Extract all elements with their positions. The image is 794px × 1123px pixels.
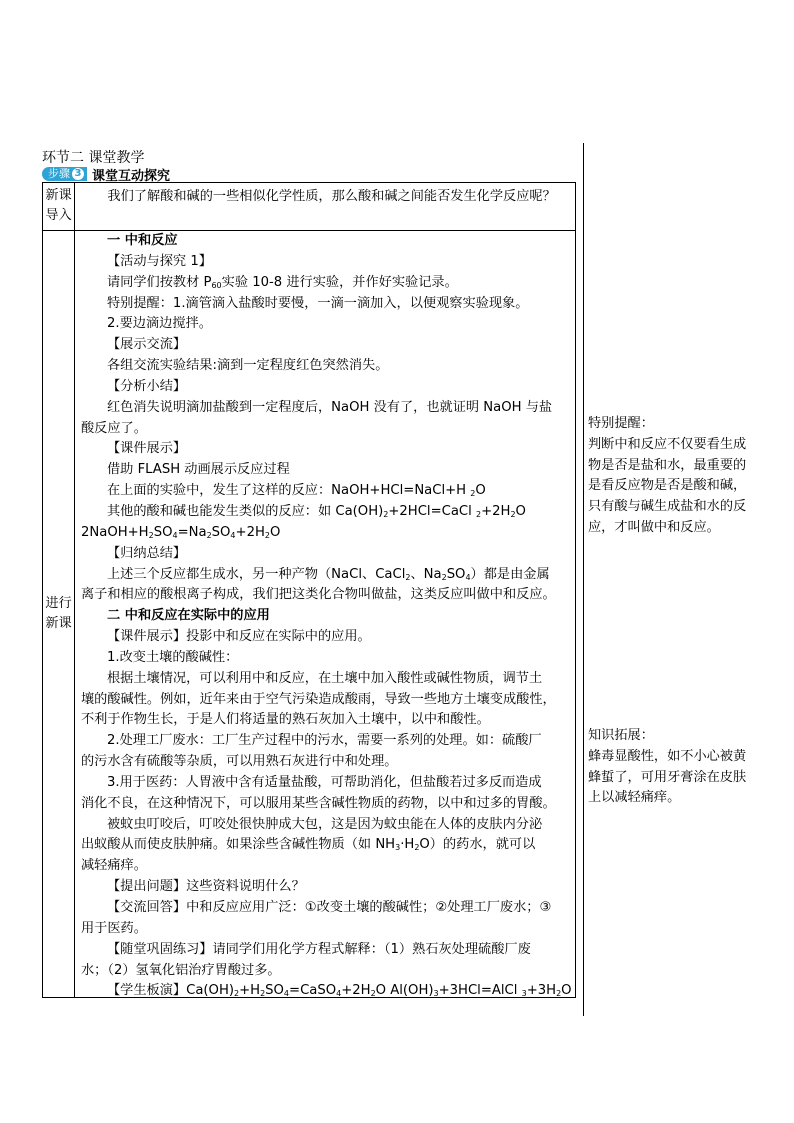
text-line: 1.改变土壤的酸碱性：: [107, 649, 239, 665]
heading-neutralization: 一 中和反应: [107, 233, 178, 248]
text-line: 【课件展示】投影中和反应在实际中的应用。: [107, 629, 371, 645]
intro-label: 新课导入: [43, 183, 75, 230]
text-line: 用于医药。: [81, 920, 147, 936]
new-lesson-label: 进行新课: [45, 596, 72, 631]
text-line: 上述三个反应都生成水，另一种产物（NaCl、CaCl$_2$、$Na_2SO_4$）都是由金属: [107, 566, 550, 582]
lesson-table: [42, 182, 576, 998]
text-line: 出蚁酸从而使皮肤肿痛。如果涂些含碱性物质（如 $NH_3\cdot H_2O$）的药水，就可以: [81, 837, 536, 853]
text-line: 【提出问题】这些资料说明什么？: [107, 879, 305, 895]
text-line: 2.处理工厂废水：工厂生产过程中的污水，需要一系列的处理。如：硫酸厂: [107, 733, 542, 749]
new-lesson-row: [43, 231, 575, 997]
text-line: 借助 FLASH 动画展示反应过程: [107, 462, 290, 478]
step-badge-label: 步骤: [48, 167, 70, 180]
step-title: 课堂互动探究: [92, 168, 171, 184]
text-line: 【交流回答】中和反应应用广泛：①改变土壤的酸碱性；②处理工厂废水；③: [107, 900, 552, 915]
note-line: 判断中和反应不仅要看生成: [588, 436, 747, 452]
text-line: 消化不良，在这种情况下，可以服用某些含碱性物质的药物，以中和过多的胃酸。: [81, 795, 556, 811]
equation-line: 其他的酸和碱也能发生类似的反应：如 $Ca(OH)_2+2HCl=CaCl$ $_2+2H_2O$: [107, 503, 526, 519]
text-line: 减轻痛痒。: [81, 858, 147, 874]
note-line: 只有酸与碱生成盐和水的反: [588, 499, 747, 515]
text-line: 不利于作物生长，于是人们将适量的熟石灰加入土壤中，以中和酸性。: [81, 712, 490, 728]
text-line: 【随堂巩固练习】请同学们用化学方程式解释：（1）熟石灰处理硫酸厂废: [107, 941, 531, 957]
text-line: 特别提醒：1.滴管滴入盐酸时要慢，一滴一滴加入，以便观察实验现象。: [107, 295, 529, 311]
text-line: 壤的酸碱性。例如，近年来由于空气污染造成酸雨，导致一些地方土壤变成酸性，: [81, 691, 556, 707]
text-line: 请同学们按教材 $P_{60}$实验 10-8 进行实验，并作好实验记录。: [107, 274, 458, 290]
text-line: 水；（2）氢氧化铝治疗胃酸过多。: [81, 962, 281, 978]
lesson-content: [81, 231, 571, 1002]
note-line: 上以减轻痛痒。: [588, 790, 681, 806]
note-line: 知识拓展：: [588, 728, 654, 743]
text-line: 酸反应了。: [81, 420, 147, 436]
heading-application: 二 中和反应在实际中的应用: [107, 608, 270, 624]
text-line: 离子和相应的酸根离子构成，我们把这类化合物叫做盐，这类反应叫做中和反应。: [81, 587, 556, 603]
note-line: 是看反应物是否是酸和碱，: [588, 478, 747, 494]
new-lesson-label-cell: [43, 231, 75, 997]
section-tag: 【课件展示】: [107, 441, 187, 457]
text-line: 根据土壤情况，可以利用中和反应，在土壤中加入酸性或碱性物质，调节土: [107, 670, 543, 686]
intro-text: 我们了解酸和碱的一些相似化学性质，那么酸和碱之间能否发生化学反应呢？: [107, 189, 556, 204]
step-badge: [42, 167, 87, 181]
intro-row: [43, 183, 575, 231]
text-line: 被蚊虫叮咬后，叮咬处很快肿成大包，这是因为蚊虫能在人体的皮肤内分泌: [107, 816, 543, 832]
equation-line: 在上面的实验中，发生了这样的反应：NaOH+HCl=NaCl+H $_2$O: [107, 483, 486, 499]
note-line: 蜂蜇了，可用牙膏涂在皮肤: [588, 769, 747, 785]
note-special-reminder: [588, 414, 763, 539]
section-title: 环节二 课堂教学: [42, 150, 145, 166]
note-knowledge-extension: [588, 726, 763, 809]
note-line: 应，才叫做中和反应。: [588, 519, 720, 535]
note-line: 物是否是盐和水，最重要的: [588, 457, 747, 473]
text-line: 的污水含有硫酸等杂质，可以用熟石灰进行中和处理。: [81, 754, 398, 770]
equation-line: $2NaOH+H_2SO_4=Na_2SO_4+2H_2O$: [81, 524, 281, 540]
activity-heading: 【活动与探究 1】: [107, 253, 212, 269]
note-line: 蜂毒显酸性，如不小心被黄: [588, 748, 747, 764]
note-line: 特别提醒：: [588, 416, 654, 431]
section-tag: 【展示交流】: [107, 337, 187, 353]
text-line: 3.用于医药：人胃液中含有适量盐酸，可帮助消化，但盐酸若过多反而造成: [107, 774, 542, 790]
section-tag: 【分析小结】: [107, 378, 187, 394]
text-line: 红色消失说明滴加盐酸到一定程度后，NaOH 没有了，也就证明 NaOH 与盐: [107, 399, 553, 415]
step-number: 3: [72, 168, 84, 180]
text-line: 各组交流实验结果:滴到一定程度红色突然消失。: [107, 358, 389, 374]
text-line: 2.要边滴边搅拌。: [107, 316, 212, 332]
section-tag: 【归纳总结】: [107, 545, 187, 561]
margin-divider: [583, 143, 584, 1016]
step-header: [42, 166, 170, 182]
equation-line: 【学生板演】$Ca(OH)_2+H_2SO_4=CaSO_4+2H_2O$ $Al(OH)_3+3HCl=AlCl$ $_3+3H_2O$: [107, 983, 572, 999]
